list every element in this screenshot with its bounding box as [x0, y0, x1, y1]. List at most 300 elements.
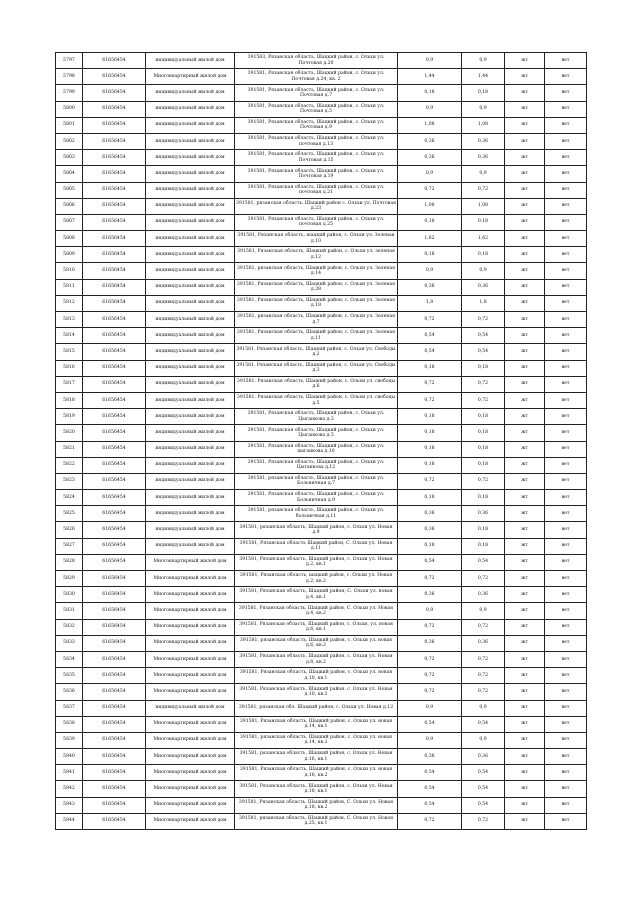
volume-value-2-cell: 1,8 [462, 295, 505, 311]
volume-value-2-cell: 0,72 [462, 668, 505, 684]
unit-code-cell: жт [505, 279, 545, 295]
row-number-cell: 5799 [56, 85, 83, 101]
row-number-cell: 5842 [56, 781, 83, 797]
building-type-cell: индивидуальный жилой дом [146, 538, 235, 554]
volume-value-1-cell: 0,72 [398, 684, 462, 700]
volume-value-2-cell: 0,36 [462, 279, 505, 295]
oktmo-code-cell: 61656454 [83, 166, 146, 182]
volume-value-1-cell: 0,18 [398, 425, 462, 441]
address-cell: 391581, Рязанская область, Шацкий район, с. Ольхи ул. свободы д.5 [235, 392, 398, 408]
row-number-cell: 5801 [56, 117, 83, 133]
unit-code-cell: жт [505, 150, 545, 166]
unit-code-cell: жт [505, 344, 545, 360]
fuel-code-cell: вет [545, 53, 587, 69]
address-cell: 391581, рязанская область, Шацкий район, с. Ольхи ул. Зеленая д.14 [235, 263, 398, 279]
building-type-cell: индивидуальный жилой дом [146, 53, 235, 69]
fuel-code-cell: вет [545, 69, 587, 85]
volume-value-1-cell: 0,36 [398, 749, 462, 765]
oktmo-code-cell: 61656454 [83, 700, 146, 716]
unit-code-cell: жт [505, 797, 545, 813]
oktmo-code-cell: 61656454 [83, 214, 146, 230]
oktmo-code-cell: 61656454 [83, 457, 146, 473]
unit-code-cell: жт [505, 684, 545, 700]
table-row [56, 651, 587, 667]
volume-value-2-cell: 0,72 [462, 312, 505, 328]
table-row [56, 538, 587, 554]
oktmo-code-cell: 61656454 [83, 133, 146, 149]
unit-code-cell: жт [505, 133, 545, 149]
unit-code-cell: жт [505, 668, 545, 684]
building-type-cell: Многоквартирный жилой дом [146, 797, 235, 813]
oktmo-code-cell: 61656454 [83, 295, 146, 311]
row-number-cell: 5829 [56, 571, 83, 587]
unit-code-cell: жт [505, 813, 545, 829]
fuel-code-cell: вет [545, 425, 587, 441]
address-cell: 391581, рязанская область, Шацкий район, с. Ольхи ул. Новая д.9 [235, 522, 398, 538]
building-type-cell: Многоквартирный жилой дом [146, 603, 235, 619]
building-type-cell: Многоквартирный жилой дом [146, 749, 235, 765]
fuel-code-cell: вет [545, 522, 587, 538]
oktmo-code-cell: 61656454 [83, 603, 146, 619]
row-number-cell: 5835 [56, 668, 83, 684]
row-number-cell: 5814 [56, 328, 83, 344]
row-number-cell: 5800 [56, 101, 83, 117]
address-cell: 391581, Рязанская область, Шацкий район, с. Ольхи ул. Почтовая д.19 [235, 166, 398, 182]
oktmo-code-cell: 61656454 [83, 101, 146, 117]
volume-value-2-cell: 0,54 [462, 716, 505, 732]
oktmo-code-cell: 61656454 [83, 85, 146, 101]
unit-code-cell: жт [505, 295, 545, 311]
table-row [56, 441, 587, 457]
volume-value-2-cell: 0,72 [462, 376, 505, 392]
building-type-cell: индивидуальный жилой дом [146, 214, 235, 230]
fuel-code-cell: вет [545, 506, 587, 522]
oktmo-code-cell: 61656454 [83, 538, 146, 554]
volume-value-1-cell: 1,62 [398, 231, 462, 247]
table-row [56, 732, 587, 748]
unit-code-cell: жт [505, 619, 545, 635]
address-cell: 391581, Рязанская область, Шацкий район, с. Ольхи ул. новая д.16, кв.2 [235, 765, 398, 781]
fuel-code-cell: вет [545, 312, 587, 328]
volume-value-1-cell: 0,72 [398, 651, 462, 667]
oktmo-code-cell: 61656454 [83, 490, 146, 506]
building-type-cell: индивидуальный жилой дом [146, 425, 235, 441]
row-number-cell: 5813 [56, 312, 83, 328]
oktmo-code-cell: 61656454 [83, 813, 146, 829]
row-number-cell: 5839 [56, 732, 83, 748]
volume-value-1-cell: 0,72 [398, 312, 462, 328]
building-type-cell: Многоквартирный жилой дом [146, 587, 235, 603]
volume-value-2-cell: 0,72 [462, 651, 505, 667]
row-number-cell: 5807 [56, 214, 83, 230]
table-row [56, 247, 587, 263]
volume-value-2-cell: 0,72 [462, 813, 505, 829]
fuel-code-cell: вет [545, 279, 587, 295]
volume-value-1-cell: 0,54 [398, 344, 462, 360]
unit-code-cell: жт [505, 765, 545, 781]
building-type-cell: Многоквартирный жилой дом [146, 571, 235, 587]
address-cell: 391581, Рязанская область, Шацкий район, с. Ольхи ул. Зеленая д.11 [235, 328, 398, 344]
volume-value-2-cell: 0,9 [462, 263, 505, 279]
oktmo-code-cell: 61656454 [83, 150, 146, 166]
volume-value-1-cell: 0,72 [398, 473, 462, 489]
building-type-cell: индивидуальный жилой дом [146, 101, 235, 117]
unit-code-cell: жт [505, 69, 545, 85]
oktmo-code-cell: 61656454 [83, 781, 146, 797]
fuel-code-cell: вет [545, 376, 587, 392]
row-number-cell: 5806 [56, 198, 83, 214]
fuel-code-cell: вет [545, 732, 587, 748]
fuel-code-cell: вет [545, 409, 587, 425]
address-cell: 391581, рязанская область, Шацкий район, с. Ольхи ул. Больничная д.7 [235, 473, 398, 489]
volume-value-2-cell: 0,72 [462, 571, 505, 587]
oktmo-code-cell: 61656454 [83, 198, 146, 214]
volume-value-2-cell: 0,36 [462, 150, 505, 166]
building-type-cell: индивидуальный жилой дом [146, 392, 235, 408]
volume-value-1-cell: 0,18 [398, 247, 462, 263]
unit-code-cell: жт [505, 328, 545, 344]
volume-value-2-cell: 0,36 [462, 506, 505, 522]
address-cell: 391583, Рязанская область, Шацкий район, с. Ольхи ул. Почтовая д.20 [235, 53, 398, 69]
building-type-cell: индивидуальный жилой дом [146, 506, 235, 522]
fuel-code-cell: вет [545, 587, 587, 603]
fuel-code-cell: вет [545, 635, 587, 651]
oktmo-code-cell: 61656454 [83, 117, 146, 133]
row-number-cell: 5831 [56, 603, 83, 619]
table-row [56, 263, 587, 279]
table-row [56, 182, 587, 198]
oktmo-code-cell: 61656454 [83, 635, 146, 651]
oktmo-code-cell: 61656454 [83, 749, 146, 765]
row-number-cell: 5832 [56, 619, 83, 635]
building-type-cell: индивидуальный жилой дом [146, 279, 235, 295]
table-row [56, 749, 587, 765]
unit-code-cell: жт [505, 312, 545, 328]
volume-value-1-cell: 0,36 [398, 279, 462, 295]
table-row [56, 150, 587, 166]
fuel-code-cell: вет [545, 214, 587, 230]
volume-value-1-cell: 0,54 [398, 554, 462, 570]
table-row [56, 295, 587, 311]
volume-value-1-cell: 0,9 [398, 603, 462, 619]
volume-value-1-cell: 0,18 [398, 490, 462, 506]
building-type-cell: индивидуальный жилой дом [146, 473, 235, 489]
fuel-code-cell: вет [545, 263, 587, 279]
fuel-code-cell: вет [545, 813, 587, 829]
row-number-cell: 5843 [56, 797, 83, 813]
row-number-cell: 5833 [56, 635, 83, 651]
building-type-cell: Многоквартирный жилой дом [146, 651, 235, 667]
fuel-code-cell: вет [545, 700, 587, 716]
volume-value-2-cell: 0,72 [462, 392, 505, 408]
volume-value-2-cell: 0,54 [462, 554, 505, 570]
row-number-cell: 5836 [56, 684, 83, 700]
table-row [56, 69, 587, 85]
address-cell: 391581, Рязанская область, Шацкий район, с. Ольхи ул. Новая д.10, кв.2 [235, 684, 398, 700]
volume-value-2-cell: 0,9 [462, 166, 505, 182]
address-cell: 391581, Рязанская область, Шацкий район, с. Ольхи, ул. новая д.6, кв.1 [235, 619, 398, 635]
table-row [56, 312, 587, 328]
volume-value-1-cell: 0,54 [398, 797, 462, 813]
table-row [56, 231, 587, 247]
row-number-cell: 5803 [56, 150, 83, 166]
oktmo-code-cell: 61656454 [83, 716, 146, 732]
table-row [56, 668, 587, 684]
unit-code-cell: жт [505, 635, 545, 651]
volume-value-1-cell: 0,18 [398, 85, 462, 101]
address-cell: 391581, Рязанская область, шацкий район, с. Ольхи ул. Новая д.2, кв.2 [235, 571, 398, 587]
fuel-code-cell: вет [545, 538, 587, 554]
unit-code-cell: жт [505, 587, 545, 603]
building-type-cell: индивидуальный жилой дом [146, 457, 235, 473]
oktmo-code-cell: 61656454 [83, 392, 146, 408]
building-type-cell: индивидуальный жилой дом [146, 166, 235, 182]
fuel-code-cell: вет [545, 198, 587, 214]
building-type-cell: индивидуальный жилой дом [146, 344, 235, 360]
table-row [56, 85, 587, 101]
fuel-code-cell: вет [545, 716, 587, 732]
building-type-cell: Многоквартирный жилой дом [146, 813, 235, 829]
volume-value-2-cell: 1,44 [462, 69, 505, 85]
volume-value-1-cell: 0,36 [398, 150, 462, 166]
row-number-cell: 5838 [56, 716, 83, 732]
oktmo-code-cell: 61656454 [83, 441, 146, 457]
unit-code-cell: жт [505, 700, 545, 716]
oktmo-code-cell: 61656454 [83, 263, 146, 279]
volume-value-2-cell: 0,72 [462, 684, 505, 700]
volume-value-2-cell: 0,18 [462, 214, 505, 230]
volume-value-1-cell: 0,72 [398, 571, 462, 587]
volume-value-2-cell: 0,54 [462, 765, 505, 781]
building-type-cell: Многоквартирный жилой дом [146, 635, 235, 651]
fuel-code-cell: вет [545, 571, 587, 587]
table-row [56, 571, 587, 587]
fuel-code-cell: вет [545, 85, 587, 101]
table-row [56, 344, 587, 360]
address-cell: 391581, Рязанская область, Шацкий район, с. Ольхи ул. Свободы д.2 [235, 344, 398, 360]
row-number-cell: 5821 [56, 441, 83, 457]
unit-code-cell: жт [505, 198, 545, 214]
table-row [56, 554, 587, 570]
fuel-code-cell: вет [545, 101, 587, 117]
address-cell: 391581, Рязанская область, Шацкий район, с. Ольхи ул. зеленая д.12 [235, 247, 398, 263]
building-type-cell: индивидуальный жилой дом [146, 150, 235, 166]
oktmo-code-cell: 61656454 [83, 360, 146, 376]
volume-value-1-cell: 0,36 [398, 522, 462, 538]
volume-value-2-cell: 0,36 [462, 133, 505, 149]
row-number-cell: 5830 [56, 587, 83, 603]
volume-value-1-cell: 0,54 [398, 765, 462, 781]
unit-code-cell: жт [505, 231, 545, 247]
row-number-cell: 5825 [56, 506, 83, 522]
volume-value-2-cell: 0,72 [462, 619, 505, 635]
unit-code-cell: жт [505, 441, 545, 457]
building-type-cell: индивидуальный жилой дом [146, 522, 235, 538]
volume-value-2-cell: 0,18 [462, 85, 505, 101]
table-row [56, 506, 587, 522]
fuel-code-cell: вет [545, 684, 587, 700]
table-row [56, 425, 587, 441]
address-cell: 391581, рязанская область, Шацкий район с. Ольхи ул. Почтовая д.23 [235, 198, 398, 214]
fuel-code-cell: вет [545, 295, 587, 311]
volume-value-1-cell: 1,08 [398, 117, 462, 133]
table-body [56, 53, 587, 830]
volume-value-1-cell: 0,72 [398, 668, 462, 684]
volume-value-2-cell: 0,18 [462, 457, 505, 473]
fuel-code-cell: вет [545, 749, 587, 765]
table-row [56, 409, 587, 425]
table-row [56, 716, 587, 732]
oktmo-code-cell: 61656454 [83, 684, 146, 700]
volume-value-2-cell: 0,18 [462, 247, 505, 263]
row-number-cell: 5804 [56, 166, 83, 182]
row-number-cell: 5805 [56, 182, 83, 198]
table-row [56, 813, 587, 829]
unit-code-cell: жт [505, 603, 545, 619]
table-row [56, 279, 587, 295]
building-type-cell: индивидуальный жилой дом [146, 117, 235, 133]
address-cell: 391581, Рязанская область, Шацкий район, с. Ольхи ул. Цыганкова д.3 [235, 409, 398, 425]
address-cell: 391581, Рязанская область, Шацкий район, с. Ольхи ул. почтовая д.25 [235, 214, 398, 230]
unit-code-cell: жт [505, 409, 545, 425]
unit-code-cell: жт [505, 247, 545, 263]
volume-value-2-cell: 1,62 [462, 231, 505, 247]
building-type-cell: индивидуальный жилой дом [146, 409, 235, 425]
building-type-cell: индивидуальный жилой дом [146, 360, 235, 376]
fuel-code-cell: вет [545, 797, 587, 813]
volume-value-2-cell: 0,18 [462, 522, 505, 538]
volume-value-1-cell: 0,9 [398, 53, 462, 69]
fuel-code-cell: вет [545, 603, 587, 619]
volume-value-2-cell: 0,36 [462, 635, 505, 651]
unit-code-cell: жт [505, 166, 545, 182]
volume-value-1-cell: 0,18 [398, 214, 462, 230]
unit-code-cell: жт [505, 392, 545, 408]
volume-value-1-cell: 0,36 [398, 587, 462, 603]
table-row [56, 328, 587, 344]
oktmo-code-cell: 61656454 [83, 473, 146, 489]
oktmo-code-cell: 61656454 [83, 328, 146, 344]
oktmo-code-cell: 61656454 [83, 409, 146, 425]
volume-value-1-cell: 0,18 [398, 457, 462, 473]
volume-value-1-cell: 0,18 [398, 538, 462, 554]
table-row [56, 765, 587, 781]
row-number-cell: 5812 [56, 295, 83, 311]
unit-code-cell: жт [505, 571, 545, 587]
oktmo-code-cell: 61656454 [83, 765, 146, 781]
unit-code-cell: жт [505, 781, 545, 797]
row-number-cell: 5827 [56, 538, 83, 554]
volume-value-2-cell: 0,36 [462, 749, 505, 765]
building-type-cell: индивидуальный жилой дом [146, 295, 235, 311]
table-row [56, 490, 587, 506]
unit-code-cell: жт [505, 749, 545, 765]
volume-value-1-cell: 0,36 [398, 506, 462, 522]
table-row [56, 392, 587, 408]
building-type-cell: Многоквартирный жилой дом [146, 765, 235, 781]
unit-code-cell: жт [505, 554, 545, 570]
building-type-cell: индивидуальный жилой дом [146, 376, 235, 392]
table-row [56, 684, 587, 700]
fuel-code-cell: вет [545, 182, 587, 198]
oktmo-code-cell: 61656454 [83, 522, 146, 538]
row-number-cell: 5824 [56, 490, 83, 506]
fuel-code-cell: вет [545, 619, 587, 635]
volume-value-2-cell: 1,08 [462, 198, 505, 214]
volume-value-1-cell: 0,9 [398, 101, 462, 117]
volume-value-1-cell: 0,18 [398, 409, 462, 425]
address-cell: 391581, Рязанская область, Шацкий район, с. Ольхи ул. Зеленая д.18 [235, 295, 398, 311]
row-number-cell: 5815 [56, 344, 83, 360]
address-cell: 391581, Рязанская область, Шацкий район, с. Ольхи ул. Почтовая д.9 [235, 117, 398, 133]
address-cell: 391581, Рязанская область, Шацкий район, с. Ольхи ул. Почтовая д.7 [235, 85, 398, 101]
unit-code-cell: жт [505, 182, 545, 198]
volume-value-2-cell: 0,18 [462, 425, 505, 441]
address-cell: 391581, рязанская обл. Шацкий район, с. Ольхи ул. Новая д.12 [235, 700, 398, 716]
unit-code-cell: жт [505, 85, 545, 101]
address-cell: 391581, Рязанская область, Шацкий район, с. Ольхи ул. новая д.14, кв.1 [235, 716, 398, 732]
volume-value-2-cell: 0,54 [462, 781, 505, 797]
unit-code-cell: жт [505, 473, 545, 489]
unit-code-cell: жт [505, 490, 545, 506]
table-row [56, 376, 587, 392]
unit-code-cell: жт [505, 506, 545, 522]
row-number-cell: 5837 [56, 700, 83, 716]
row-number-cell: 5828 [56, 554, 83, 570]
oktmo-code-cell: 61656454 [83, 425, 146, 441]
address-cell: 391581, рязанская область, Шацкий район, с. Ольхи ул. Новая д.16, кв.1 [235, 749, 398, 765]
row-number-cell: 5811 [56, 279, 83, 295]
row-number-cell: 5834 [56, 651, 83, 667]
table-row [56, 700, 587, 716]
volume-value-2-cell: 0,9 [462, 603, 505, 619]
table-row [56, 635, 587, 651]
unit-code-cell: жт [505, 376, 545, 392]
fuel-code-cell: вет [545, 231, 587, 247]
oktmo-code-cell: 61656454 [83, 247, 146, 263]
oktmo-code-cell: 61656454 [83, 69, 146, 85]
oktmo-code-cell: 61656454 [83, 344, 146, 360]
table-row [56, 166, 587, 182]
volume-value-1-cell: 0,72 [398, 392, 462, 408]
volume-value-2-cell: 0,18 [462, 538, 505, 554]
building-type-cell: индивидуальный жилой дом [146, 85, 235, 101]
volume-value-2-cell: 0,18 [462, 490, 505, 506]
address-cell: 391581, рязанская область, Шацкий район, с. Ольхи ул. новая д.14, кв.2 [235, 732, 398, 748]
table-row [56, 619, 587, 635]
volume-value-1-cell: 0,9 [398, 700, 462, 716]
volume-value-1-cell: 1,44 [398, 69, 462, 85]
building-type-cell: индивидуальный жилой дом [146, 700, 235, 716]
oktmo-code-cell: 61656454 [83, 506, 146, 522]
table-row [56, 214, 587, 230]
address-cell: 391581, Рязанская область, Шацкий район, С. Ольхи ул. новая д.4, кв.1 [235, 587, 398, 603]
address-cell: 391581, Рязанская область, Шацкий район, с. Ольхи ул. Новая д.8, кв.2 [235, 651, 398, 667]
unit-code-cell: жт [505, 101, 545, 117]
row-number-cell: 5816 [56, 360, 83, 376]
volume-value-1-cell: 0,72 [398, 813, 462, 829]
address-cell: 391581, Рязанская область, Шацкий район, с. Ольхи ул. Почтовая д.5 [235, 101, 398, 117]
volume-value-1-cell: 0,9 [398, 263, 462, 279]
volume-value-2-cell: 0,9 [462, 700, 505, 716]
document-page [55, 52, 586, 830]
fuel-code-cell: вет [545, 360, 587, 376]
unit-code-cell: жт [505, 651, 545, 667]
volume-value-2-cell: 0,36 [462, 587, 505, 603]
volume-value-1-cell: 0,18 [398, 441, 462, 457]
address-cell: 391581, Рязанская область, Шацкий район, с. Ольхи ул. Больничная д.9 [235, 490, 398, 506]
unit-code-cell: жт [505, 117, 545, 133]
